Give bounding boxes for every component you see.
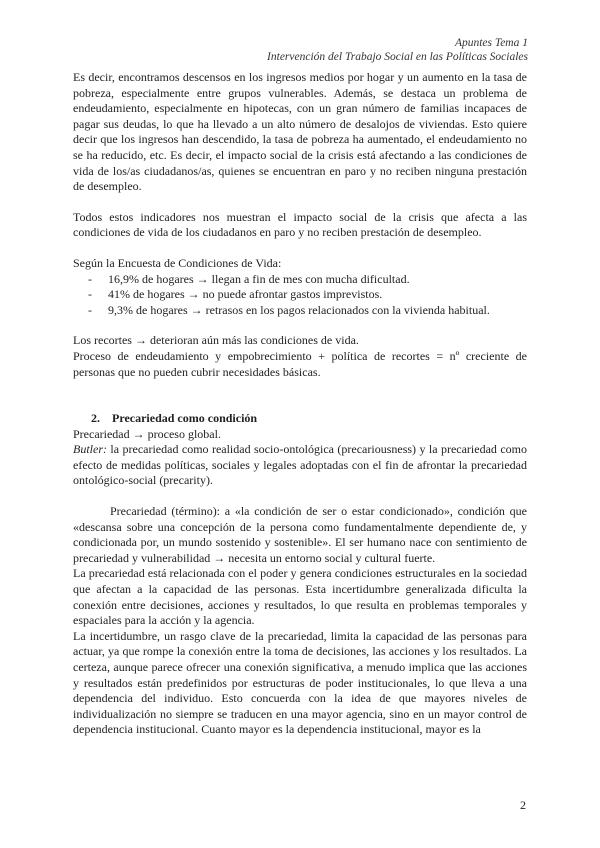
page-number: 2 (520, 798, 526, 812)
butler-text: la precariedad como realidad socio-ontológica (precariousness) y la precariedad como efecto de medidas políticas, sociales y legales adoptadas con el fin de afrontar la precariedad ontológico-social (precarity). (73, 442, 527, 488)
section-title: Precariedad como condición (112, 411, 258, 426)
dash-bullet: - (88, 302, 92, 317)
paragraph-global: Precariedad → proceso global. (73, 426, 221, 441)
list-item-text: 16,9% de hogares → llegan a fin de mes con mucha dificultad. (108, 271, 410, 286)
header-title: Apuntes Tema 1 (454, 37, 528, 49)
paragraph-uncertainty: La incertidumbre, un rasgo clave de la precariedad, limita la capacidad de las personas para actuar, ya que rompe la conexión entre la toma de decisiones, las acciones y los resultados. La certeza, aunque parece ofrecer una conexión significativa, a menudo implica que las acciones y resultados están predefinidos por estructuras de poder institucionales, lo que lleva a una dependencia del individuo. Esto concuerda con la idea de que mayores niveles de individualización no siempre se traducen en una mayor agencia, sino en un mayor control de dependencia institucional. Cuanto mayor es la dependencia institucional, mayor es la (73, 628, 527, 737)
header-subtitle: Intervención del Trabajo Social en las Políticas Sociales (267, 51, 528, 63)
paragraph-debt: Proceso de endeudamiento y empobrecimiento + política de recortes = nº creciente de personas que no pueden cubrir necesidades básicas. (73, 348, 527, 379)
list-item (73, 303, 527, 319)
butler-label: Butler: (73, 442, 107, 457)
survey-list (73, 272, 527, 319)
paragraph-butler (73, 442, 527, 489)
paragraph-indicators: Todos estos indicadores nos muestran el impacto social de la crisis que afecta a las condiciones de vida de los ciudadanos en paro y no reciben prestación de desempleo. (73, 209, 527, 240)
paragraph-definition: Precariedad (término): a «la condición de ser o estar condicionado», condición que «descansa sobre una concepción de la persona como fundamentalmente dependiente de, y condicionada por, un mundo sostenido y sostenible». El ser humano nace con sentimiento de precariedad y vulnerabilidad → necesita un entorno social y cultural fuerte. (73, 504, 527, 565)
paragraph-cuts: Los recortes → deterioran aún más las condiciones de vida. (73, 333, 359, 348)
section-heading (91, 411, 527, 427)
dash-bullet: - (88, 271, 92, 286)
paragraph-survey-intro: Según la Encuesta de Condiciones de Vida: (73, 255, 282, 270)
paragraph-income: Es decir, encontramos descensos en los ingresos medios por hogar y un aumento en la tasa de pobreza, especialmente entre grupos vulnerables. Además, se destaca un problema de endeudamiento, especialmente en hipotecas, con un gran número de familias incapaces de pagar sus deudas, lo que ha llevado a un alto número de desalojos de viviendas. Esto quiere decir que los ingresos han descendido, la tasa de pobreza ha aumentado, el endeudamiento no se ha reducido, etc. Es decir, el impacto social de la crisis está afectando a las condiciones de vida de los/as ciudadanos/as, quienes se encuentran en paro y no reciben ninguna prestación de desempleo. (73, 70, 527, 194)
paragraph-power: La precariedad está relacionada con el poder y genera condiciones estructurales en la sociedad que afectan a la capacidad de las personas. Esta incertidumbre generalizada dificulta la conexión entre decisiones, acciones y resultados, lo que resulta en problemas temporales y espaciales para la acción y la agencia. (73, 566, 527, 628)
document-body (73, 70, 527, 738)
list-item-text: 41% de hogares → no puede afrontar gastos imprevistos. (108, 287, 383, 302)
list-item (73, 287, 527, 303)
list-item (73, 272, 527, 288)
list-item-text: 9,3% de hogares → retrasos en los pagos relacionados con la vivienda habitual. (108, 302, 490, 317)
section-number: 2. (91, 411, 100, 426)
dash-bullet: - (88, 287, 92, 302)
page-header (267, 36, 528, 64)
